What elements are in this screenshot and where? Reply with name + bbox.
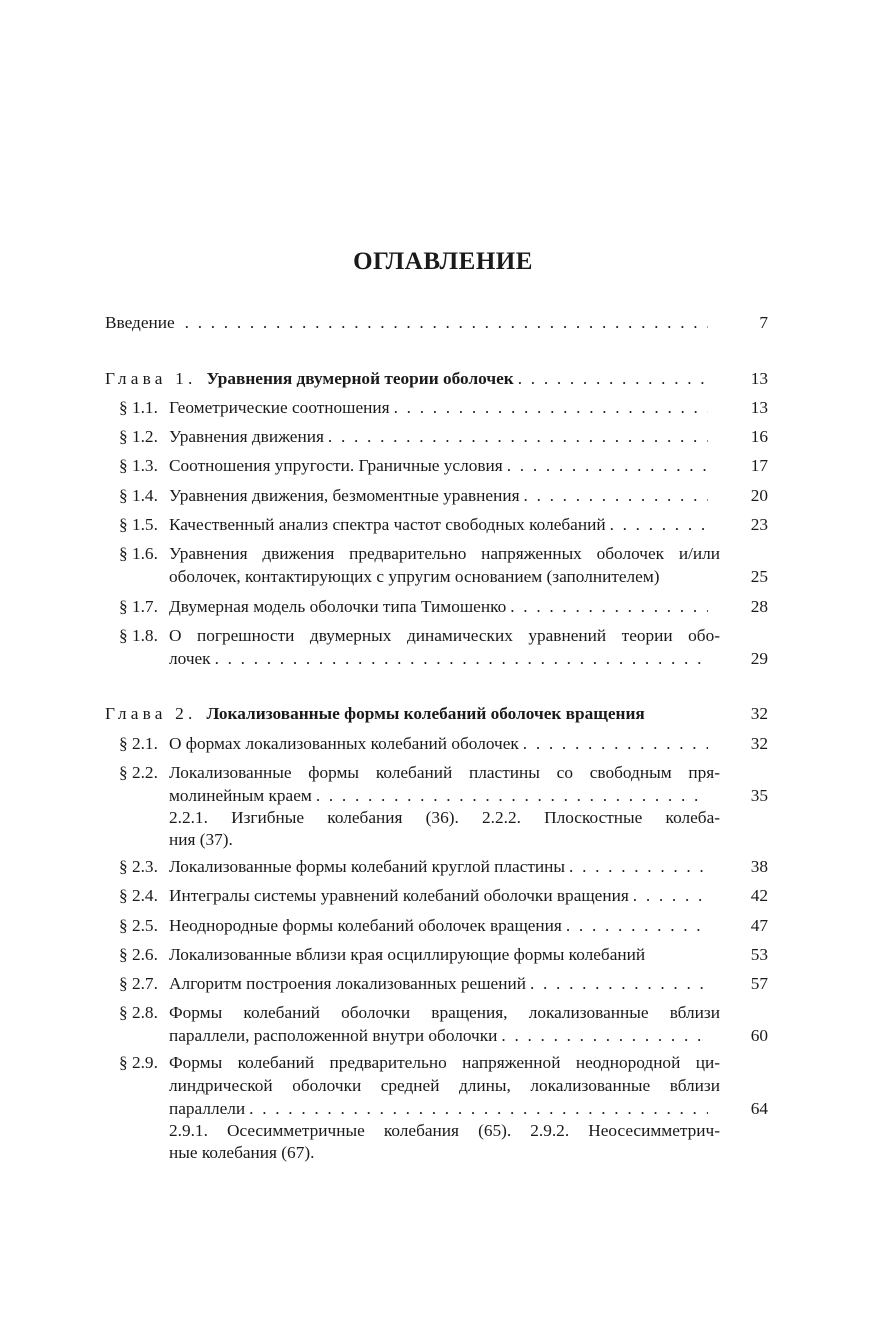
toc-entry-section-2-9[interactable] — [105, 1051, 768, 1164]
dot-leader — [633, 884, 708, 907]
toc-entry-section-2-3[interactable] — [105, 855, 768, 878]
dot-leader — [215, 647, 708, 670]
section-title: Алгоритм построения локализованных решений — [169, 974, 526, 993]
dot-leader — [185, 311, 708, 334]
section-number: § 2.1. — [119, 734, 158, 753]
page-number: 64 — [750, 1099, 768, 1118]
toc-entry-section-1-1[interactable] — [105, 396, 768, 419]
section-title-line-1: Уравнения движения предварительно напряженных оболочек и/или — [169, 544, 720, 563]
page-number: 60 — [750, 1026, 768, 1045]
dot-leader — [524, 484, 708, 507]
section-number: § 1.3. — [119, 456, 158, 475]
toc-entry-section-2-8[interactable] — [105, 1001, 768, 1047]
page-number: 16 — [750, 427, 768, 446]
toc-entry-chapter-2[interactable] — [105, 702, 768, 725]
dot-leader — [610, 513, 708, 536]
toc-entry-section-1-7[interactable] — [105, 595, 768, 618]
section-title: Качественный анализ спектра частот свободных колебаний — [169, 515, 606, 534]
chapter-title: Локализованные формы колебаний оболочек вращения — [206, 704, 645, 723]
page-number: 13 — [750, 398, 768, 417]
toc-entry-section-2-5[interactable] — [105, 914, 768, 937]
section-number: § 2.6. — [119, 945, 158, 964]
section-title-line-2: лочек — [169, 649, 211, 668]
chapter-label: Глава 1. — [105, 369, 197, 388]
page-number: 57 — [750, 974, 768, 993]
section-title-line-2: оболочек, контактирующих с упругим основанием (заполнителем) — [169, 567, 660, 586]
toc-entry-section-2-7[interactable] — [105, 972, 768, 995]
dot-leader — [523, 732, 708, 755]
section-title: О формах локализованных колебаний оболочек — [169, 734, 519, 753]
toc-entry-section-1-6[interactable] — [105, 542, 768, 588]
page-number: 47 — [750, 916, 768, 935]
section-title: Геометрические соотношения — [169, 398, 390, 417]
page-number: 29 — [750, 649, 768, 668]
section-title-line-1: Формы колебаний предварительно напряженной неоднородной ци- — [169, 1053, 720, 1072]
section-title-line-2: линдрической оболочки средней длины, локализованные вблизи — [169, 1076, 720, 1095]
dot-leader — [328, 425, 708, 448]
section-title: Соотношения упругости. Граничные условия — [169, 456, 503, 475]
page-number: 53 — [750, 945, 768, 964]
toc-entry-section-2-6[interactable] — [105, 943, 768, 966]
dot-leader — [518, 367, 708, 390]
section-number: § 2.7. — [119, 974, 158, 993]
page-number: 13 — [750, 369, 768, 388]
toc-entry-section-1-3[interactable] — [105, 454, 768, 477]
section-number: § 1.5. — [119, 515, 158, 534]
section-title: Неоднородные формы колебаний оболочек вращения — [169, 916, 562, 935]
section-title: Локализованные формы колебаний круглой пластины — [169, 857, 566, 876]
section-title-line-1: О погрешности двумерных динамических уравнений теории обо- — [169, 626, 720, 645]
dot-leader — [249, 1097, 708, 1120]
dot-leader — [394, 396, 708, 419]
section-title-line-2: молинейным краем — [169, 786, 312, 805]
page-number: 17 — [750, 456, 768, 475]
dot-leader — [507, 454, 708, 477]
section-title: Двумерная модель оболочки типа Тимошенко — [169, 597, 507, 616]
page-number: 23 — [750, 515, 768, 534]
subsection-list-line-1: 2.9.1. Осесимметричные колебания (65). 2.9.2. Неосесимметрич- — [169, 1121, 720, 1140]
section-title-line-3: параллели — [169, 1099, 246, 1118]
page-number: 7 — [759, 313, 768, 332]
subsection-list-line-1: 2.2.1. Изгибные колебания (36). 2.2.2. Плоскостные колеба- — [169, 808, 720, 827]
section-number: § 1.6. — [119, 544, 158, 563]
section-title: Локализованные вблизи края осциллирующие формы колебаний — [169, 945, 646, 964]
section-title-line-1: Локализованные формы колебаний пластины со свободным пря- — [169, 763, 720, 782]
toc-entry-section-1-2[interactable] — [105, 425, 768, 448]
page-number: 20 — [750, 486, 768, 505]
toc-entry-section-1-4[interactable] — [105, 484, 768, 507]
toc-entry-section-1-8[interactable] — [105, 624, 768, 670]
section-title-line-2: параллели, расположенной внутри оболочки — [169, 1026, 498, 1045]
dot-leader — [530, 972, 708, 995]
dot-leader — [510, 595, 708, 618]
chapter-title: Уравнения двумерной теории оболочек — [206, 369, 514, 388]
dot-leader — [316, 784, 708, 807]
section-number: § 2.2. — [119, 763, 158, 782]
dot-leader — [569, 855, 708, 878]
section-number: § 2.9. — [119, 1053, 158, 1072]
section-title: Уравнения движения — [169, 427, 324, 446]
chapter-label: Глава 2. — [105, 704, 197, 723]
section-number: § 2.4. — [119, 886, 158, 905]
section-number: § 2.3. — [119, 857, 158, 876]
subsection-list-line-2: ния (37). — [169, 830, 233, 849]
page-number: 35 — [750, 786, 768, 805]
dot-leader — [501, 1024, 708, 1047]
toc-title: ОГЛАВЛЕНИЕ — [353, 248, 533, 275]
toc-entry-chapter-1[interactable] — [105, 367, 768, 390]
section-number: § 1.7. — [119, 597, 158, 616]
toc-entry-section-2-1[interactable] — [105, 732, 768, 755]
section-number: § 2.8. — [119, 1003, 158, 1022]
entry-title: Введение — [105, 313, 175, 332]
page-number: 42 — [750, 886, 768, 905]
section-number: § 1.4. — [119, 486, 158, 505]
section-title: Уравнения движения, безмоментные уравнения — [169, 486, 520, 505]
page-number: 32 — [750, 734, 768, 753]
subsection-list-line-2: ные колебания (67). — [169, 1143, 315, 1162]
page-number: 25 — [750, 567, 768, 586]
toc-entry-section-2-4[interactable] — [105, 884, 768, 907]
section-number: § 2.5. — [119, 916, 158, 935]
section-title-line-1: Формы колебаний оболочки вращения, локализованные вблизи — [169, 1003, 720, 1022]
toc-entry-section-2-2[interactable] — [105, 761, 768, 851]
page-number: 32 — [750, 704, 768, 723]
toc-entry-intro[interactable] — [105, 311, 768, 334]
section-number: § 1.1. — [119, 398, 158, 417]
section-number: § 1.2. — [119, 427, 158, 446]
toc-entry-section-1-5[interactable] — [105, 513, 768, 536]
section-number: § 1.8. — [119, 626, 158, 645]
page-number: 38 — [750, 857, 768, 876]
dot-leader — [566, 914, 708, 937]
page-number: 28 — [750, 597, 768, 616]
section-title: Интегралы системы уравнений колебаний оболочки вращения — [169, 886, 629, 905]
